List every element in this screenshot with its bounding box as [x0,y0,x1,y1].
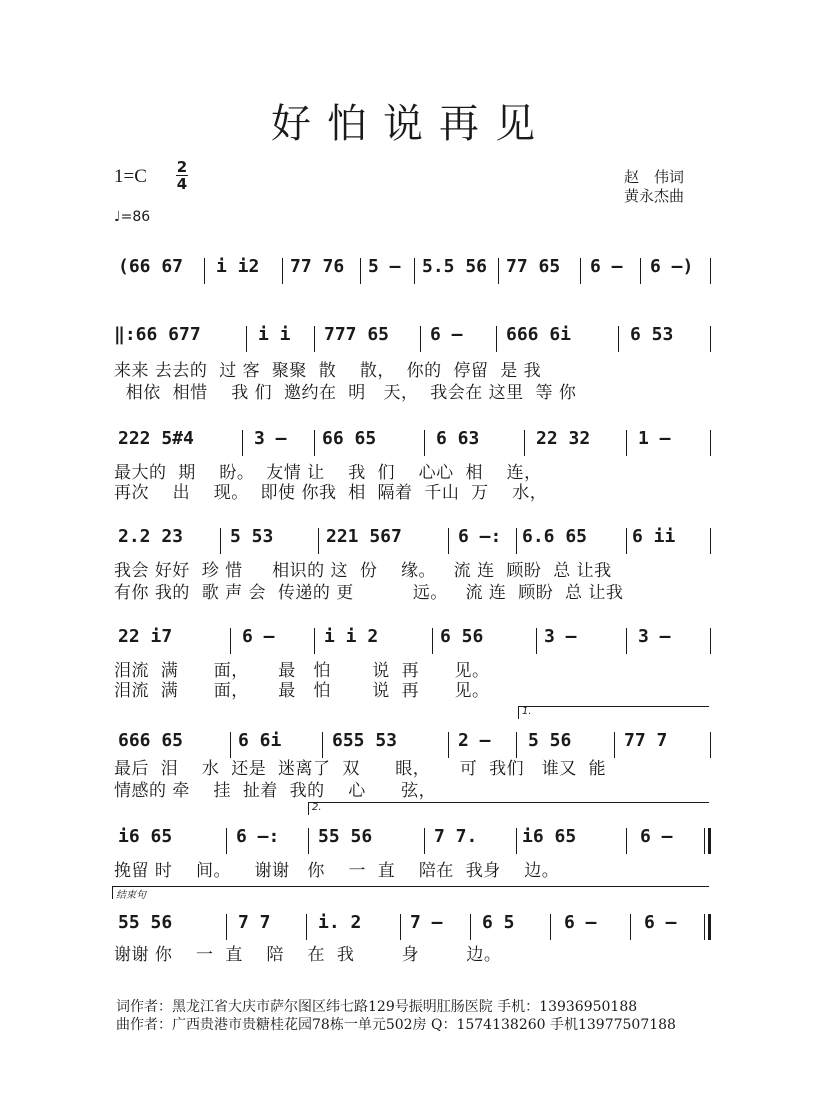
key-signature: 1=C [114,166,147,187]
time-signature-top: 2 [176,158,188,176]
notation-row [118,256,718,290]
song-title: 好怕说再见 [271,101,551,147]
lyrics-verse-1: 我会 好好 珍 惜 相识的 这 份 缘。 流 连 顾盼 总 让我 [114,561,612,581]
note-group: 6 5 [482,912,515,933]
note-group: 3 – [544,626,577,647]
note-group: 7 7. [434,826,478,847]
note-group: 6 53 [630,324,674,345]
note-group: 6.6 65 [522,526,588,547]
note-group: 6 – [430,324,463,345]
note-group: 77 7 [624,730,668,751]
note-group: 777 65 [324,324,390,345]
note-group: 5.5 56 [422,256,488,277]
note-group: 6 – [644,912,677,933]
note-group: 6 – [640,826,673,847]
note-group: 1 – [638,428,671,449]
note-group: 6 –: [458,526,502,547]
note-group: 7 – [410,912,443,933]
note-group: 22 i7 [118,626,173,647]
note-group: i. 2 [318,912,362,933]
lyrics-verse-1: 最后 泪 水 还是 迷离了 双 眼， 可 我们 谁又 能 [114,759,607,779]
note-group: ‖:66 677 [114,324,201,345]
note-group: 222 5#4 [118,428,194,449]
note-group: i6 65 [522,826,577,847]
lyrics-verse-2: 泪流 满 面， 最 怕 说 再 见。 [114,681,490,701]
note-group: 6 56 [440,626,484,647]
notation-row [118,626,718,660]
note-group: 666 65 [118,730,184,751]
note-group: 6 – [590,256,623,277]
note-group: 6 – [242,626,275,647]
note-group: 6 – [564,912,597,933]
second-ending-label: 2. [312,802,322,813]
note-group: (66 67 [118,256,184,277]
lyrics-verse-1: 最大的 期 盼。 友情 让 我 们 心心 相 连， [114,463,542,483]
tempo-marking: ♩=86 [114,209,151,225]
first-ending-label: 1. [522,706,532,717]
composer-credit: 黄永杰曲 [624,187,685,205]
note-group: i i 2 [324,626,379,647]
note-group: 2.2 23 [118,526,184,547]
time-signature-bottom: 4 [176,175,188,193]
note-group: 6 63 [436,428,480,449]
note-group: 5 53 [230,526,274,547]
ending-phrase-label: 结束句 [116,890,146,901]
note-group: 7 7 [238,912,271,933]
note-group: 6 6i [238,730,282,751]
notation-row [118,526,718,560]
lyrics-verse-1: 泪流 满 面， 最 怕 说 再 见。 [114,661,490,681]
note-group: 221 567 [326,526,402,547]
note-group: 3 – [638,626,671,647]
lyrics-verse-2: 情感的 牵 挂 扯着 我的 心 弦， [114,781,437,801]
note-group: 6 ii [632,526,676,547]
note-group: i i2 [216,256,260,277]
notation-row [118,826,718,860]
note-group: i6 65 [118,826,173,847]
time-signature [176,160,188,191]
composer-contact: 曲作者：广西贵港市贵糖桂花园78栋一单元502房 Q：1574138260 手机13977507188 [116,1017,676,1033]
lyrics-verse-1: 谢谢 你 一 直 陪 在 我 身 边。 [114,945,502,965]
note-group: 6 –: [236,826,280,847]
note-group: 22 32 [536,428,591,449]
note-group: 66 65 [322,428,377,449]
note-group: 3 – [254,428,287,449]
lyrics-verse-2: 再次 出 现。 即使 你我 相 隔着 千山 万 水， [114,483,548,503]
lyricist-credit: 赵 伟词 [624,168,685,186]
lyrics-verse-1: 挽留 时 间。 谢谢 你 一 直 陪在 我身 边。 [114,861,560,881]
second-ending-bracket [308,802,709,815]
note-group: 5 – [368,256,401,277]
first-ending-bracket [518,706,709,719]
note-group: 55 56 [118,912,173,933]
note-group: 655 53 [332,730,398,751]
lyrics-verse-1: 来来 去去的 过 客 聚聚 散 散， 你的 停留 是 我 [114,361,542,381]
note-group: 2 – [458,730,491,751]
note-group: 5 56 [528,730,572,751]
ending-phrase-bracket [112,886,709,899]
note-group: i i [258,324,291,345]
notation-row [114,324,718,358]
note-group: 77 65 [506,256,561,277]
note-group: 666 6i [506,324,572,345]
note-group: 6 –) [650,256,694,277]
lyrics-verse-2: 相依 相惜 我 们 邀约在 明 天， 我会在 这里 等 你 [114,383,577,403]
note-group: 55 56 [318,826,373,847]
note-group: 77 76 [290,256,345,277]
lyricist-contact: 词作者：黑龙江省大庆市萨尔图区纬七路129号振明肛肠医院 手机：13936950188 [116,999,638,1015]
lyrics-verse-2: 有你 我的 歌 声 会 传递的 更 远。 流 连 顾盼 总 让我 [114,583,624,603]
notation-row [118,428,718,462]
